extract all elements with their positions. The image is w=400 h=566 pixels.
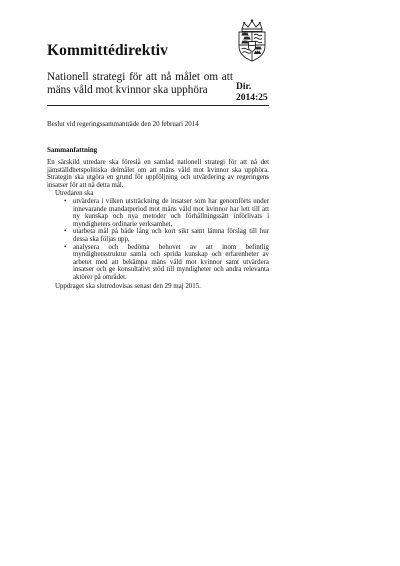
directive-label: Dir. [236, 82, 252, 92]
list-item [64, 228, 269, 243]
list-item [64, 198, 269, 228]
summary-body [47, 159, 269, 290]
list-item [64, 244, 269, 282]
investigator-tasks-lead: Utredaren ska [55, 190, 94, 198]
header-divider [47, 105, 269, 106]
summary-heading: Sammanfattning [47, 146, 98, 154]
decision-date-line: Beslut vid regeringssammanträde den 20 februari 2014 [47, 121, 199, 128]
directive-title: Nationell strategi för att nå målet om att mäns våld mot kvinnor ska upphöra [47, 71, 233, 96]
swedish-coat-of-arms-icon [232, 18, 272, 64]
task-text: utvärdera i vilken utsträckning de insatser som har genomförts under innevarande mandatperiod mot mäns våld mot kvinnor har lett till att ny kunskap och nya metoder och förhållningssätt införlivats i myndigheters ordinarie verksamhet, [73, 197, 269, 228]
task-text: analysera och bedöma behovet av att inom befintlig myndighetsstruktur samla och sprida kunskap och erfarenheter av arbetet med att bekämpa mäns våld mot kvinnor samt utvärdera insatser och ge konsultativt stöd till myndigheter och andra relevanta aktörer på området. [73, 243, 269, 281]
summary-intro-paragraph: En särskild utredare ska föreslå en samlad nationell strategi för att nå det jämställdhetspolitiska delmålet om att mäns våld mot kvinnor ska upphöra. Strategin ska utgöra en grund för uppföljning och utvärdering av regeringens insatser för att nå detta mål. [47, 159, 269, 189]
bullet-icon: • [64, 243, 67, 251]
deadline-paragraph: Uppdraget ska slutredovisas senast den 29 maj 2015. [55, 282, 201, 290]
directive-number: 2014:25 [236, 93, 268, 103]
bullet-icon: • [64, 228, 67, 236]
task-text: utarbeta mål på både lång och kort sikt samt lämna förslag till hur dessa ska följas upp, [73, 228, 269, 243]
task-list [47, 198, 269, 282]
document-type-heading: Kommittédirektiv [47, 42, 168, 59]
bullet-icon: • [64, 197, 67, 205]
